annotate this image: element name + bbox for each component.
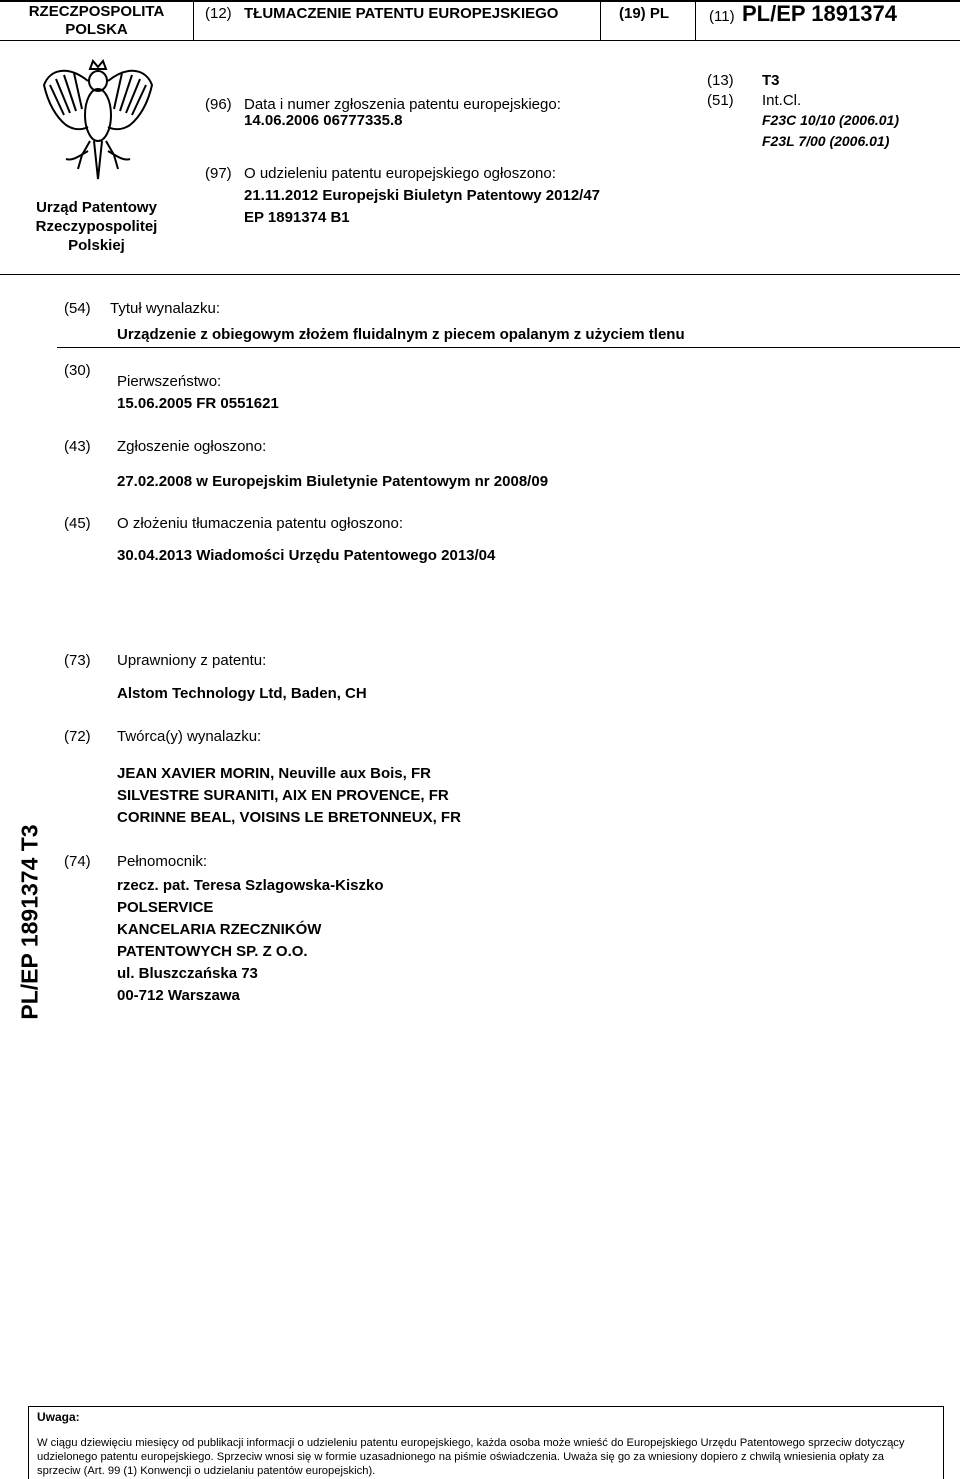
application-value: 14.06.2006 06777335.8 [244,112,403,129]
attorney-line-4: PATENTOWYCH SP. Z O.O. [117,943,308,960]
office-line-1: Urząd Patentowy [36,199,157,216]
office-line-3: Polskiej [68,237,125,254]
code-45: (45) [64,515,91,532]
note-line-1: W ciągu dziewięciu miesięcy od publikacji informacji o udzieleniu patentu europejskiego, każda osoba może wnieść do Europejskiego Urzędu Patentowego sprzeciw dotyczący [37,1437,905,1449]
code-30: (30) [64,362,91,379]
intcl-class-2: F23L 7/00 (2006.01) [762,133,890,149]
code-51: (51) [707,92,734,109]
office-name [0,198,193,255]
grant-label: O udzieleniu patentu europejskiego ogłoszono: [244,165,556,182]
code-97: (97) [205,165,232,182]
priority-label: Pierwszeństwo: [117,373,222,390]
invention-title: Urządzenie z obiegowym złożem fluidalnym z piecem opalanym z użyciem tlenu [117,326,685,343]
kind-code: T3 [762,72,780,89]
header-bottom-rule [0,40,960,41]
application-label: Data i numer zgłoszenia patentu europejskiego: [244,96,561,113]
priority-value: 15.06.2005 FR 0551621 [117,395,279,412]
code-13: (13) [707,72,734,89]
code-12: (12) [205,5,232,22]
note-label: Uwaga: [37,1410,80,1424]
proprietor-value: Alstom Technology Ltd, Baden, CH [117,685,367,702]
intcl-label: Int.Cl. [762,92,802,109]
note-text [37,1436,905,1478]
code-54: (54) [64,300,91,317]
header-divider-1 [193,0,194,40]
header-section-rule [0,274,960,275]
proprietor-label: Uprawniony z patentu: [117,652,267,669]
note-line-3: sprzeciw (Art. 99 (1) Konwencji o udzielaniu patentów europejskich). [37,1465,376,1477]
patent-number: PL/EP 1891374 [742,1,897,26]
announcement-label: Zgłoszenie ogłoszono: [117,438,267,455]
document-type: TŁUMACZENIE PATENTU EUROPEJSKIEGO [244,5,559,22]
grant-value-1: 21.11.2012 Europejski Biuletyn Patentowy 2012/47 [244,187,601,204]
code-19: (19) PL [619,5,670,22]
grant-value-2: EP 1891374 B1 [244,209,350,226]
country-name [0,3,193,39]
code-11: (11) [709,8,735,25]
attorney-line-2: POLSERVICE [117,899,214,916]
inventors-label: Twórca(y) wynalazku: [117,728,262,745]
inventor-3: CORINNE BEAL, VOISINS LE BRETONNEUX, FR [117,809,461,826]
attorney-line-1: rzecz. pat. Teresa Szlagowska-Kiszko [117,877,384,894]
polish-eagle-emblem [38,55,158,183]
inventor-1: JEAN XAVIER MORIN, Neuville aux Bois, FR [117,765,431,782]
header-divider-3 [695,0,696,40]
note-line-2: udzielonego patentu europejskiego. Sprzeciw wnosi się w formie uzasadnionego na piśmie oświadczenia. Uważa się go za wniesiony dopiero z chwilą wniesienia opłaty za [37,1451,884,1463]
side-patent-label: PL/EP 1891374 T3 [16,824,43,1020]
title-label: Tytuł wynalazku: [110,300,221,317]
title-rule [57,347,960,348]
attorney-line-3: KANCELARIA RZECZNIKÓW [117,921,322,938]
attorney-line-5: ul. Bluszczańska 73 [117,965,258,982]
announcement-value: 27.02.2008 w Europejskim Biuletynie Patentowym nr 2008/09 [117,473,549,490]
intcl-class-1: F23C 10/10 (2006.01) [762,112,899,128]
code-73: (73) [64,652,91,669]
office-line-2: Rzeczypospolitej [35,218,158,235]
code-43: (43) [64,438,91,455]
inventor-2: SILVESTRE SURANITI, AIX EN PROVENCE, FR [117,787,449,804]
code-96: (96) [205,96,232,113]
attorney-label: Pełnomocnik: [117,853,208,870]
attorney-line-6: 00-712 Warszawa [117,987,240,1004]
translation-label: O złożeniu tłumaczenia patentu ogłoszono: [117,515,404,532]
code-74: (74) [64,853,91,870]
country-line-1: RZECZPOSPOLITA [28,3,165,20]
header-divider-2 [600,0,601,40]
country-line-2: POLSKA [65,21,128,38]
translation-value: 30.04.2013 Wiadomości Urzędu Patentowego 2013/04 [117,547,496,564]
code-72: (72) [64,728,91,745]
